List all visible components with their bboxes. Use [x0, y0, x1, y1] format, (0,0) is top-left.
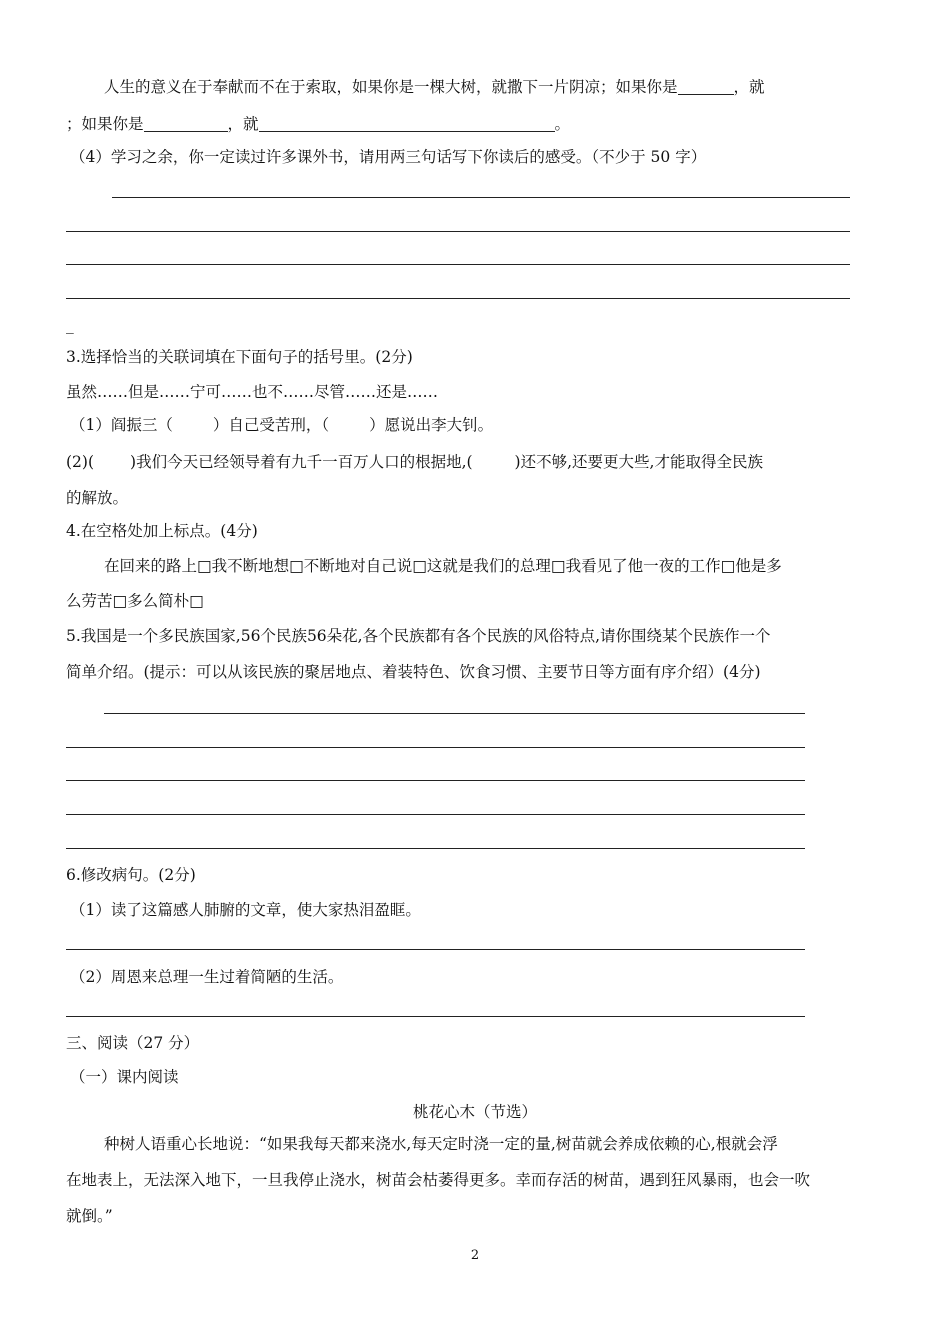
answer-line-q6-1[interactable] [66, 949, 805, 950]
intro-text-2a: ；如果你是 [66, 115, 144, 133]
section-3-heading: 三、阅读（27 分） [66, 1034, 200, 1052]
intro-text-1b: ，就 [733, 78, 765, 96]
fill-blank-2[interactable] [144, 115, 228, 132]
intro-text-1a: 人生的意义在于奉献而不在于索取，如果你是一棵大树，就撒下一片阴凉；如果你是 [104, 78, 678, 96]
intro-text-2c: 。 [554, 115, 571, 133]
q3-s2-text-a: (2)( [66, 453, 95, 471]
article-title: 桃花心木（节选） [412, 1103, 537, 1121]
fill-blank-1[interactable] [678, 78, 734, 95]
q5-line-1: 5.我国是一个多民族国家,56个民族56朵花,各个民族都有各个民族的风俗特点,请你围绕某个民族作一个 [66, 627, 771, 645]
q3-s2-text-c: )还不够,还要更大些,才能取得全民族 [514, 453, 763, 471]
article-paragraph-line-3: 就倒。” [66, 1207, 113, 1225]
answer-line-q5-4[interactable] [66, 814, 805, 815]
answer-line-q2-4-2[interactable] [66, 231, 850, 232]
q3-s1-text-a: （1）阎振三（ [70, 416, 173, 434]
q6-sentence-2: （2）周恩来总理一生过着简陋的生活。 [70, 968, 344, 986]
intro-text-2b: ，就 [227, 115, 259, 133]
answer-line-q2-4-3[interactable] [66, 264, 850, 265]
q3-options: 虽然……但是……宁可……也不……尽管……还是…… [66, 383, 439, 401]
q3-sentence-2 [66, 451, 763, 473]
page-number: 2 [470, 1248, 480, 1263]
q3-sentence-2-cont: 的解放。 [66, 489, 129, 507]
article-paragraph-line-2: 在地表上，无法深入地下，一旦我停止浇水，树苗会枯萎得更多。幸而存活的树苗，遇到狂风暴雨，也会一吹 [66, 1171, 811, 1189]
answer-line-q6-2[interactable] [66, 1016, 805, 1017]
q3-s1-text-b: ）自己受苦刑，（ [212, 416, 330, 434]
q4-line-2: 么劳苦□多么简朴□ [66, 592, 204, 610]
article-paragraph-line-1: 种树人语重心长地说：“如果我每天都来浇水,每天定时浇一定的量,树苗就会养成依赖的心,根就会浮 [104, 1135, 778, 1153]
intro-line-2 [66, 113, 570, 135]
q4-title: 4.在空格处加上标点。(4分) [66, 522, 258, 540]
answer-line-q5-3[interactable] [66, 780, 805, 781]
section-3-subheading: （一）课内阅读 [70, 1068, 179, 1086]
answer-line-q2-4-1[interactable] [112, 197, 850, 198]
q2-4-prompt: （4）学习之余，你一定读过许多课外书，请用两三句话写下你读后的感受。（不少于 50 字） [70, 148, 707, 166]
stray-mark: _ [66, 316, 74, 334]
q5-line-2: 简单介绍。(提示：可以从该民族的聚居地点、着装特色、饮食习惯、主要节日等方面有序介绍）(4分) [66, 663, 761, 681]
q4-line-1: 在回来的路上□我不断地想□不断地对自己说□这就是我们的总理□我看见了他一夜的工作□他是多 [104, 557, 782, 575]
fill-blank-3[interactable] [259, 115, 555, 132]
answer-line-q5-1[interactable] [104, 713, 805, 714]
q6-sentence-1: （1）读了这篇感人肺腑的文章，使大家热泪盈眶。 [70, 901, 421, 919]
answer-line-q5-2[interactable] [66, 747, 805, 748]
answer-line-q2-4-4[interactable] [66, 298, 850, 299]
answer-line-q5-5[interactable] [66, 848, 805, 849]
q3-sentence-1 [70, 414, 493, 436]
q3-s2-text-b: )我们今天已经领导着有九千一百万人口的根据地,( [130, 453, 473, 471]
q6-title: 6.修改病句。(2分) [66, 866, 196, 884]
intro-line-1 [104, 76, 765, 98]
q3-title: 3.选择恰当的关联词填在下面句子的括号里。(2分) [66, 348, 413, 366]
q3-s1-text-c: ）愿说出李大钊。 [369, 416, 494, 434]
